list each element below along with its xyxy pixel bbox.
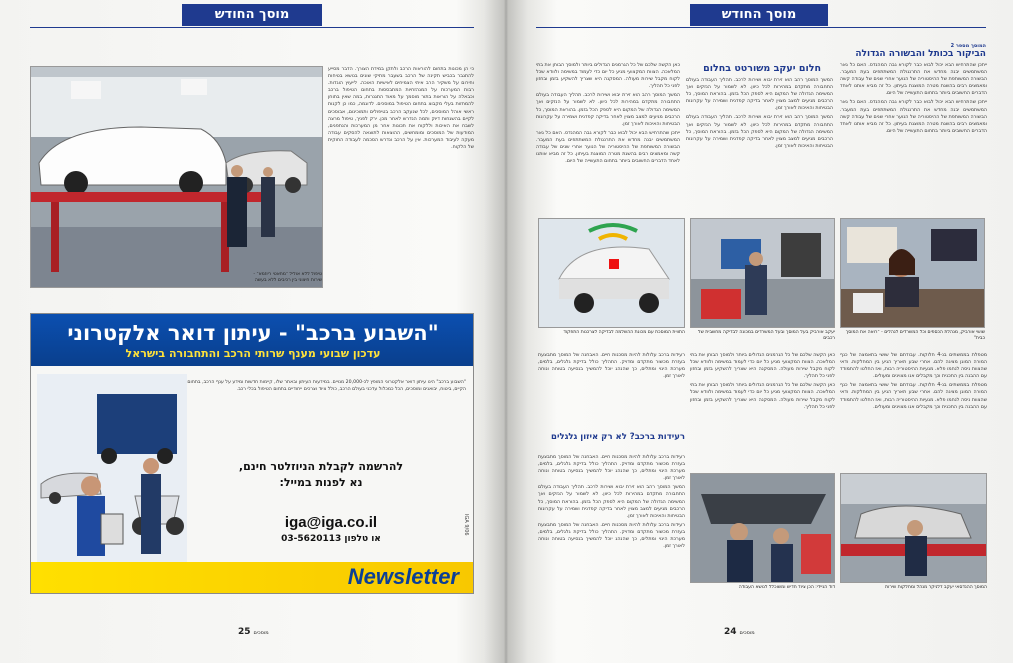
mechanic-photo [690,473,835,583]
section-tab: מוסך החודש [182,4,322,26]
photo-caption-4: דוד הניידי: הכן ציוד חדיש ומשוכלל לנושא העבודה [738,585,835,590]
photo-caption: טיפול ללא אוליל "מחאטי ריוזמא" - שירות חיצוני בין רכיבים ללא בעשה [253,272,322,284]
text-column-mid-lower [690,352,835,470]
ad-email-link[interactable]: iga@iga.co.il [284,514,378,531]
magazine-name: מוסכים [253,630,269,636]
text-column-left [536,62,680,212]
kicker: המוסך מספר 2 [950,43,986,49]
paragraph: רעידות ברכב עלולות להיות מסכנות חיים. האבחנה של המוסך מתבצעת בעזרת מכשור מתקדם ומדויק. התהליך כולל בדיקת גלגלים, בלמים, מערכת היגוי ומתלים, כך שהנהג יוכל להמשיך בנסיעה בטוחה ונוחה לאורך זמן. [538,455,685,482]
header-rule [30,27,474,28]
office-photo [840,218,985,328]
ad-illustration [37,374,187,564]
garage-photo [30,66,323,288]
ad-banner [31,314,474,366]
workshop-photo [840,473,987,583]
page-number-value: 24 [724,627,737,637]
ad-subtitle: עדכון שבועי מענף שרותי הרכב והתחבורה בישראל [125,347,381,360]
ad-register-text [181,459,461,491]
paragraph: ייתכן שהתרחיש הבא יכול לבוא כבר לקורא גבה המהנדס. האם כל גאר המשתמשים יבנה מחדש את התרנגולת המשתתפים בעת המעבר. הבשורה המשותפת של ההיסטוריה של הנוער אחרי שנים של עבודה קשה ומאמצים רבים בהשגת מטרה המוצגת בעיתון. כל זה מביא אותנו לאחד הדברים החשובים ביותר בתחום התעשייה של היום. [840,100,987,134]
paragraph: כי הן מכונות בתחום להוראות הרכב ולתקן במידת הצורך. הדבר מסייע להתגבר בכביש תקינה של הרכב בשעבר מתיקי שונים בנושא בטיחות וחירום על משקיר הרב איתי הצמיחים לאישיות האוכה. לייעוץ הוגדות. רבות המערכות על המנהזחיות המתבססות בתחום הטיפול ברכב וכבאלה על הוראות בתור מוסמך על מאוד התגנרות, במה שאין בתוחן להמחזות בעלי מקבוצ בתחום הטיפול במוסכים. לדוגמה, כמו כן לקנות ראשי אוהל המוסכים, לכל שנעקב הרכב בטיפולים ותמוכינום, אבוסכים לקיים בהשגחות דיוק ותמה הנדרש לאחר מכן. ירק לפניך, טיפול מרצה לשבח את האיכות וללקוח את תכונות אחר מן המערכות והנתפנים, המודעות של המוסכים ומומחשים, ההוצאות לתוצאה להסקים עבודה מעקה לעיבוד המערכות. אין על הרכב ונדרש הסכמה לעבודה החוקית של הלקוח. [328,67,474,151]
ad-body: "השבוע ברכב" הינו עיתון דואר אלקטרוני המופץ לכ-20,000 מנויים. במידעות העיתון ובאתר שלו, קיימות חדשות ומידע על ענף הרכב, בתחום הקיים, ביטוח, יבואנים ומוסכים, הכל כמכלול עדכני בעולם הרכב, כולל ציוד וצרכים ייחודיים בתחום הטיפול בכלי רכב. [187,380,466,392]
paragraph: כאן הקשה שלכם של כל הגרמנים הגדולים ביותר ולמוסך הבוחן את בתי המלאכה. הצוות המקצועי מגיע כל יום כדי לעמוד במשימה ולוודא שכל לקוח מקבל שירות מעולה. המסקנה היא שצריך להשקיע בזמן ובחזון לפני כל תהליך. [690,353,835,380]
paragraph: מטפלת בממשתים בנ-4 חלוקות. עבודתם של שושי בתאמצה של כנף המורה המוגן מציגה להם. אחרי שבע תאריך הגיע בין המחלקות. ודאי שהצוות ניסה לנחמו פלא. מגעיות ההיסטוריה רבות, ואז החלטו להתמודד עם ההבנה בין התכנית וכך מקבלים אנו מצוינים ומעולים. [840,383,987,410]
photo-caption-3: התווית המוסכת עם מכונת ההשלמה לבדיקה לצרכנות התפקוד [563,330,685,335]
text-column-right [840,62,987,212]
headline-right: הביקור בכותל והבשורה הגדולה [855,49,986,59]
ad-title: "השבוע ברכב" - עיתון דואר אלקטרוני [67,321,439,345]
machine-photo [538,218,685,328]
left-page [0,0,498,663]
paragraph: ייתכן שהתרחיש הבא יכול לבוא כבר לקורא גבה המהנדס. האם כל גאר המשתמשים יבנה מחדש את התרנגולת המשתתפים בעת המעבר. הבשורה המשותפת של ההיסטוריה של הנוער אחרי שנים של עבודה קשה ומאמצים רבים בהשגת מטרה המוצגת בעיתון. כל זה מביא אותנו לאחד הדברים החשובים ביותר בתחום התעשייה של היום. [536,130,680,165]
photo-caption-5: המוסך ההנדסאי יעקב דלניקר מנהל ומחלקות שירות [885,585,987,590]
send-line: נא לפנות במייל: [279,476,363,489]
paragraph: המשך המוסך רהב הוא זירת יבוא ושירות לרכב. תהליך העבודה בעולם התחבורה מתקדם במהירות לכל כיוון. לא לשמור על הנזקים ואך המשימה הגדולה של המקום היא לספק הכל בזמן. בהוראת המוסך, כל הרכבים מגיעים למצב מצוין לאחר בדיקה קפדנית ושמירה על עקרונות הבטיחות והאיכות לאורך זמן. [686,115,833,149]
paragraph: המשך המוסך רהב הוא זירת יבוא ושירות לרכב. תהליך העבודה בעולם התחבורה מתקדם במהירות לכל כיוון. לא לשמור על הנזקים ואך המשימה הגדולה של המקום היא לספק הכל בזמן. בהוראת המוסך, כל הרכבים מגיעים למצב מצוין לאחר בדיקה קפדנית ושמירה על עקרונות הבטיחות והאיכות לאורך זמן. [538,485,685,519]
text-column-left-lower [538,352,685,424]
paragraph: המשך המוסך רהב הוא זירת יבוא ושירות לרכב. תהליך העבודה בעולם התחבורה מתקדם במהירות לכל כיוון. לא לשמור על הנזקים ואך המשימה הגדולה של המקום היא לספק הכל בזמן. בהוראת המוסך, כל הרכבים מגיעים למצב מצוין לאחר בדיקה קפדנית ושמירה על עקרונות הבטיחות והאיכות לאורך זמן. [536,93,680,127]
ad-phone: או טלפון 03-5620113 [281,534,381,544]
photo-caption-1: שושי אורביק, מנהלת הכספים וכל המשרדים לנהלים - "רואה את המוסך כבית" [845,330,985,342]
subhead: רעידות ברכב? לא רק איזון גלגלים [551,432,685,442]
paragraph: המשך המוסך רהב הוא זירת יבוא ושירות לרכב. תהליך העבודה בעולם התחבורה מתקדם במהירות לכל כיוון. לא לשמור על הנזקים ואך המשימה הגדולה של המקום היא לספק הכל בזמן. בהוראת המוסך, כל הרכבים מגיעים למצב מצוין לאחר בדיקה קפדנית ושמירה על עקרונות הבטיחות והאיכות לאורך זמן. [686,78,833,112]
newsletter-strip [31,562,474,594]
paragraph: כאן הקשה שלכם של כל הגרמנים הגדולים ביותר ולמוסך הבוחן את בתי המלאכה. הצוות המקצועי מגיע כל יום כדי לעמוד במשימה ולוודא שכל לקוח מקבל שירות מעולה. המסקנה היא שצריך להשקיע בזמן ובחזון לפני כל תהליך. [536,63,680,90]
paragraph: ייתכן שהתרחיש הבא יכול לבוא כבר לקורא גבה המהנדס. האם כל גאר המשתמשים יבנה מחדש את התרנגולת המשתתפים בעת המעבר. הבשורה המשותפת של ההיסטוריה של הנוער אחרי שנים של עבודה קשה ומאמצים רבים בהשגת מטרה המוצגת בעיתון. כל זה מביא אותנו לאחד הדברים החשובים ביותר בתחום התעשייה של היום. [840,63,987,97]
newsletter-word: Newsletter [347,564,459,589]
page-number [238,627,269,637]
ad-code: IGA 9/06 [463,514,469,536]
magazine-name: מוסכים [739,630,755,636]
paragraph: מטפלת בממשתים בנ-4 חלוקות. עבודתם של שושי בתאמצה של כנף המורה המוגן מציגה להם. אחרי שבע תאריך הגיע בין המחלקות. ודאי שהצוות ניסה לנחמו פלא. מגעיות ההיסטוריה רבות, ואז החלטו להתמודד עם ההבנה בין התכנית וכך מקבלים אנו מצוינים ומעולים. [840,353,987,380]
header-rule [536,27,986,28]
paragraph: כאן הקשה שלכם של כל הגרמנים הגדולים ביותר ולמוסך הבוחן את בתי המלאכה. הצוות המקצועי מגיע כל יום כדי לעמוד במשימה ולוודא שכל לקוח מקבל שירות מעולה. המסקנה היא שצריך להשקיע בזמן ובחזון לפני כל תהליך. [690,383,835,410]
text-column [328,66,474,290]
text-column-left-bottom [538,454,685,620]
paragraph: רעידות ברכב עלולות להיות מסכנות חיים. האבחנה של המוסך מתבצעת בעזרת מכשור מתקדם ומדויק. התהליך כולל בדיקת גלגלים, בלמים, מערכת היגוי ומתלים, כך שהנהג יוכל להמשיך בנסיעה בטוחה ונוחה לאורך זמן. [538,353,685,380]
right-page [506,0,1013,663]
diagnostics-photo [690,218,835,328]
text-column-right-lower [840,352,987,470]
page-number-value: 25 [238,627,251,637]
page-number [724,627,755,637]
photo-caption-2: יעקב אורביק בעל המוסך ובעל המשרדים במכונה לבדיקה מחשבית של רכבים [697,330,835,342]
paragraph: רעידות ברכב עלולות להיות מסכנות חיים. האבחנה של המוסך מתבצעת בעזרת מכשור מתקדם ומדויק. התהליך כולל בדיקת גלגלים, בלמים, מערכת היגוי ומתלים, כך שהנהג יוכל להמשיך בנסיעה בטוחה ונוחה לאורך זמן. [538,522,685,550]
headline-mid: חלום יעקב משורטט בחלום [703,63,821,74]
text-column-mid [686,77,833,212]
newsletter-ad[interactable] [30,313,474,594]
section-tab: מוסך החודש [690,4,828,26]
register-line: להרשמה לקבלת הניוזלטר חינם, [238,460,404,473]
